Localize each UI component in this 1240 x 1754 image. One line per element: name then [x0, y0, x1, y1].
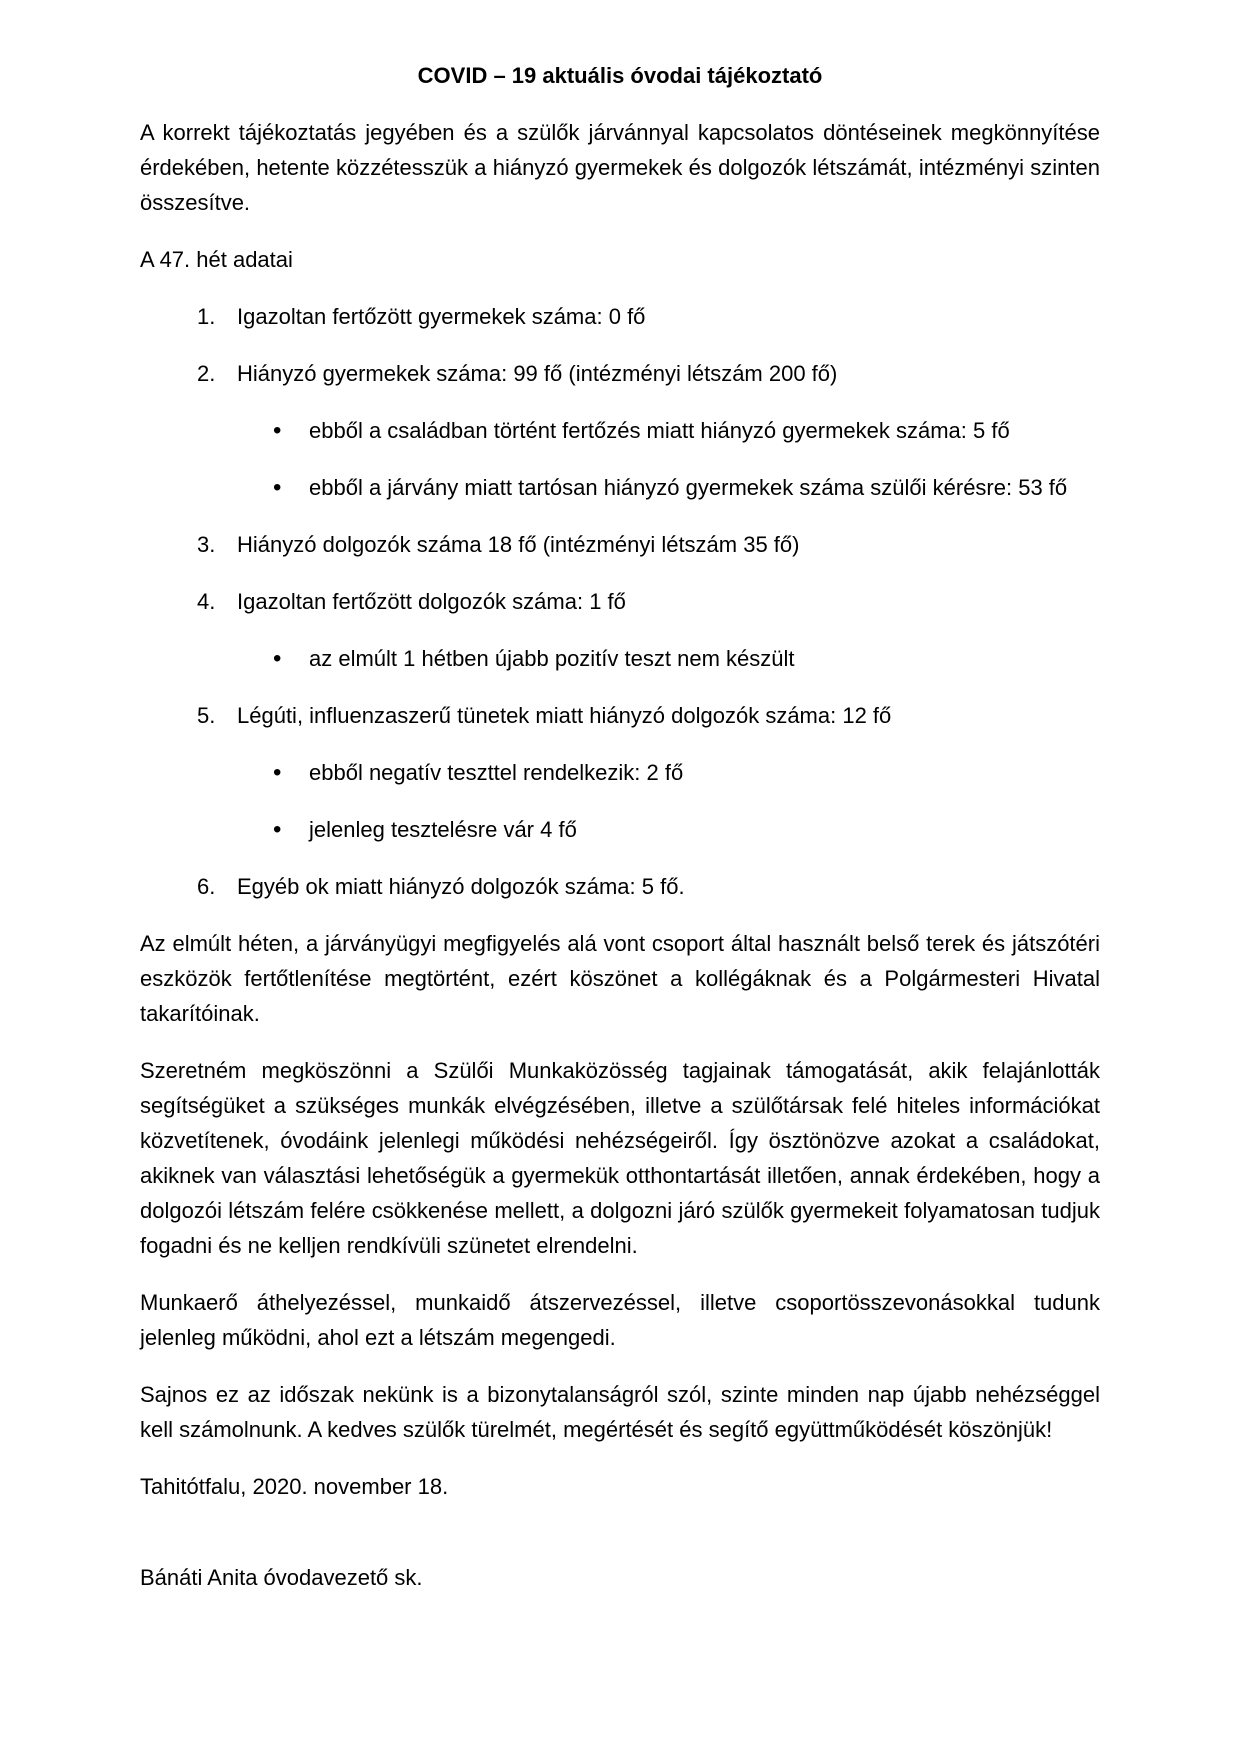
- sub-list-item-text: ebből a családban történt fertőzés miatt hiányzó gyermekek száma: 5 fő: [309, 418, 1010, 443]
- sub-list-item: [140, 470, 1100, 505]
- sub-list-item: [140, 812, 1100, 847]
- list-item-5: [140, 698, 1100, 733]
- bullet-icon: •: [273, 474, 282, 501]
- list-item-2: [140, 356, 1100, 391]
- intro-paragraph: A korrekt tájékoztatás jegyében és a szülők járvánnyal kapcsolatos döntéseinek megkönnyítése érdekében, hetente közzétesszük a hiányzó gyermekek és dolgozók létszámát, intézményi szinten összesítve.: [140, 120, 1100, 215]
- sub-list-item-text: jelenleg tesztelésre vár 4 fő: [309, 817, 577, 842]
- thanks-paragraph: Szeretném megköszönni a Szülői Munkaközösség tagjainak támogatását, akik felajánlották segítségüket a szükséges munkák elvégzésében, illetve a szülőtársak felé hiteles információkat közvetítenek, óvodáink jelenlegi működési nehézségeiről. Így ösztönözve azokat a családokat, akiknek van választási lehetőségük a gyermekük otthontartását illetően, annak érdekében, hogy a dolgozói létszám felére csökkenése mellett, a dolgozni járó szülők gyermekeit folyamatosan tudjuk fogadni és ne kelljen rendkívüli szünetet elrendelni.: [140, 1058, 1100, 1258]
- sub-list-item-text: ebből negatív teszttel rendelkezik: 2 fő: [309, 760, 684, 785]
- list-number: 1.: [197, 304, 216, 329]
- document-title: COVID – 19 aktuális óvodai tájékoztató: [417, 63, 823, 88]
- list-item-text: Igazoltan fertőzött gyermekek száma: 0 fő: [237, 304, 646, 329]
- list-number: 6.: [197, 874, 216, 899]
- list-number: 3.: [197, 532, 216, 557]
- sub-list-item: [140, 641, 1100, 676]
- sub-list-item-text: ebből a járvány miatt tartósan hiányzó gyermekek száma szülői kérésre: 53 fő: [309, 475, 1068, 500]
- bullet-icon: •: [273, 759, 282, 786]
- list-item-text: Igazoltan fertőzött dolgozók száma: 1 fő: [237, 589, 626, 614]
- dateline: Tahitótfalu, 2020. november 18.: [140, 1474, 449, 1499]
- list-item-4: [140, 584, 1100, 619]
- list-item-6: [140, 869, 1100, 904]
- list-number: 2.: [197, 361, 216, 386]
- sub-list-item-text: az elmúlt 1 hétben újabb pozitív teszt nem készült: [309, 646, 795, 671]
- signature: Bánáti Anita óvodavezető sk.: [140, 1565, 423, 1590]
- list-number: 5.: [197, 703, 216, 728]
- sub-list-item: [140, 413, 1100, 448]
- list-item-text: Légúti, influenzaszerű tünetek miatt hiányzó dolgozók száma: 12 fő: [237, 703, 892, 728]
- list-item-text: Egyéb ok miatt hiányzó dolgozók száma: 5 fő.: [237, 874, 685, 899]
- list-item-1: [140, 299, 1100, 334]
- operations-paragraph: Munkaerő áthelyezéssel, munkaidő átszervezéssel, illetve csoportösszevonásokkal tudunk jelenleg működni, ahol ezt a létszám megengedi.: [140, 1290, 1100, 1350]
- cleaning-paragraph: Az elmúlt héten, a járványügyi megfigyelés alá vont csoport által használt belső terek és játszótéri eszközök fertőtlenítése megtörtént, ezért köszönet a kollégáknak és a Polgármesteri Hivatal takarítóinak.: [140, 931, 1100, 1026]
- list-item-text: Hiányzó dolgozók száma 18 fő (intézményi létszám 35 fő): [237, 532, 800, 557]
- list-item-text: Hiányzó gyermekek száma: 99 fő (intézményi létszám 200 fő): [237, 361, 838, 386]
- list-number: 4.: [197, 589, 216, 614]
- bullet-icon: •: [273, 645, 282, 672]
- bullet-icon: •: [273, 816, 282, 843]
- list-item-3: [140, 527, 1100, 562]
- bullet-icon: •: [273, 417, 282, 444]
- week-heading: A 47. hét adatai: [140, 247, 293, 272]
- patience-paragraph: Sajnos ez az időszak nekünk is a bizonytalanságról szól, szinte minden nap újabb nehézséggel kell számolnunk. A kedves szülők türelmét, megértését és segítő együttműködését köszönjük!: [140, 1382, 1100, 1442]
- sub-list-item: [140, 755, 1100, 790]
